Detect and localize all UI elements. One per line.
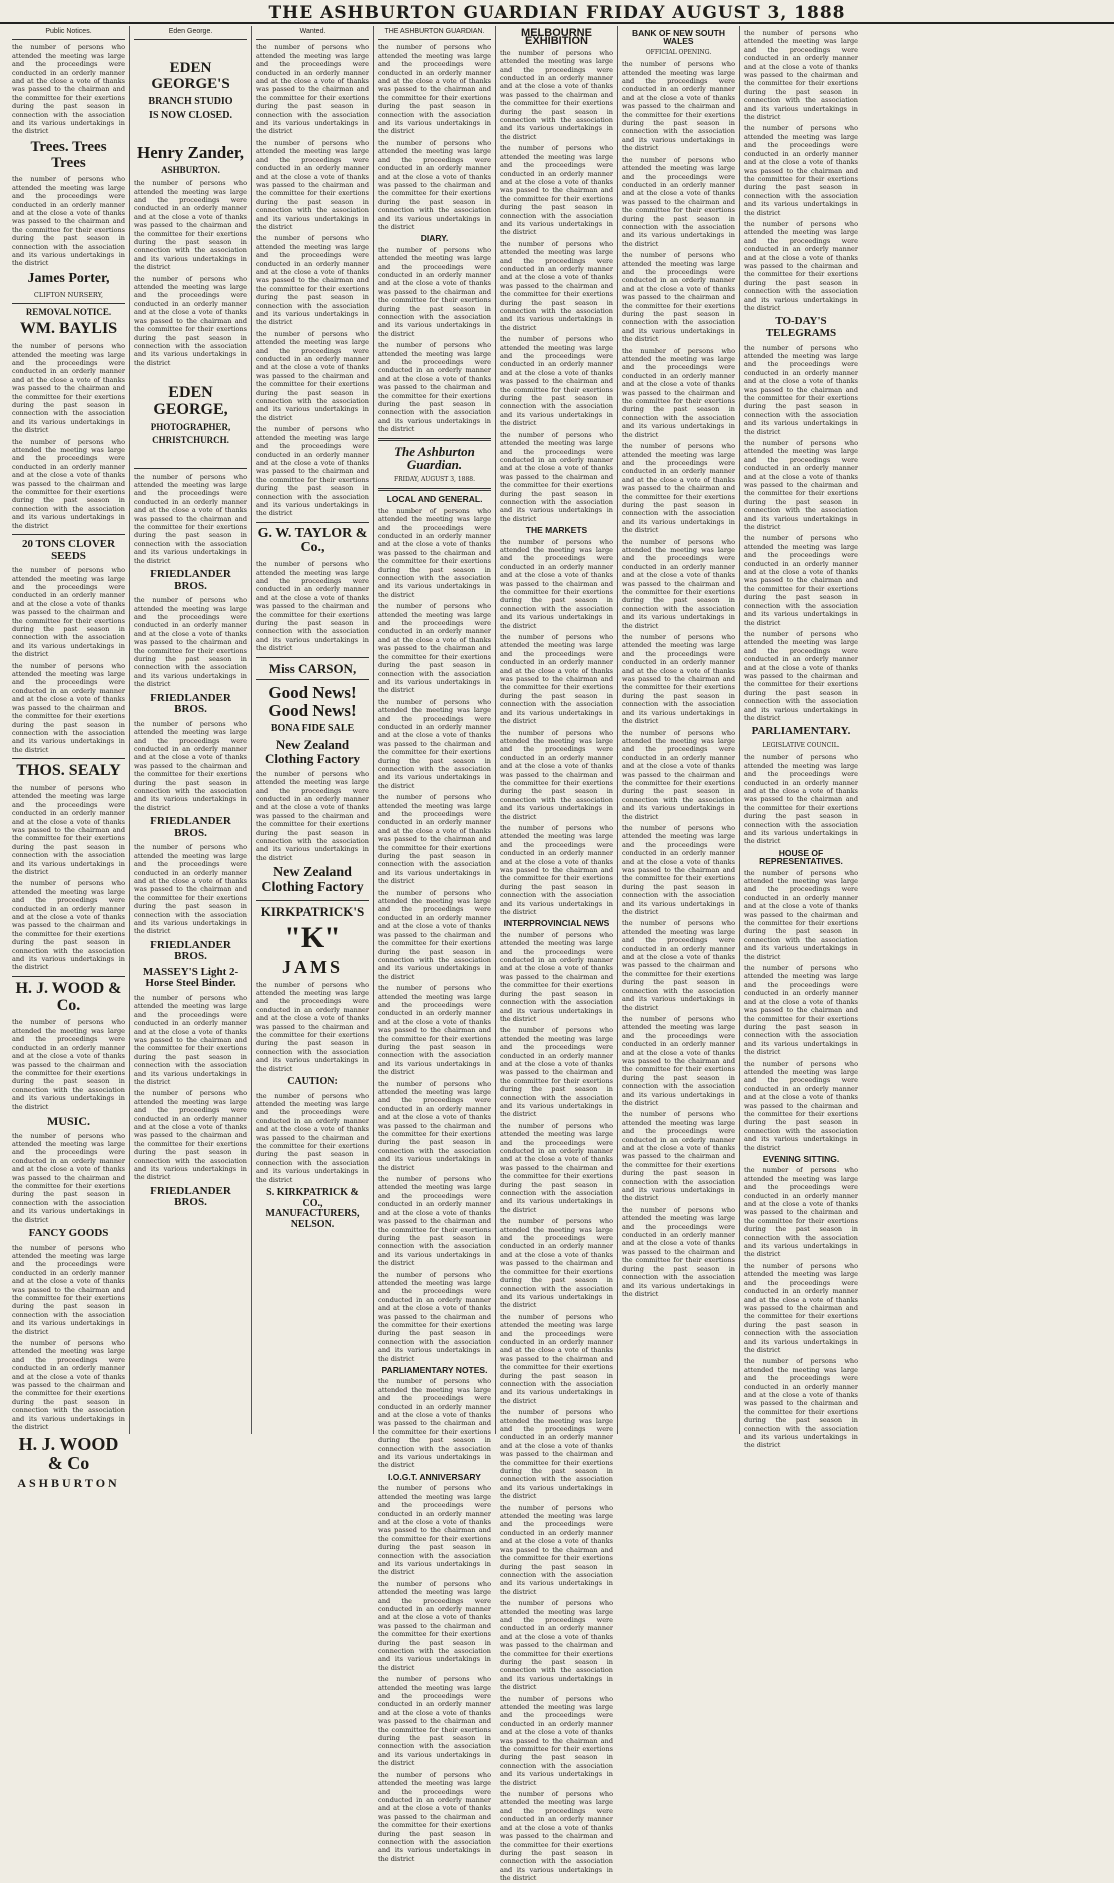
column-heading: Public Notices. — [12, 26, 125, 40]
body-text: the number of persons who attended the meeting was large and the proceedings were conducted in an orderly manner and at the close a vote of thanks was passed to the chairman and the committee for their exertions during the past season in connection with the association and its various undertakings in the district — [744, 124, 858, 217]
column-5 — [496, 26, 618, 1883]
body-text: the number of persons who attended the meeting was large and the proceedings were conducted in an orderly manner and at the close a vote of thanks was passed to the chairman and the committee for their exertions during the past season in connection with the association and its various undertakings in the district — [256, 138, 369, 231]
ad-subheading: CLIFTON NURSERY, — [33, 290, 104, 299]
ad-heading: FRIEDLANDER BROS. — [150, 568, 231, 592]
body-text: the number of persons who attended the meeting was large and the proceedings were conducted in an orderly manner and at the close a vote of thanks was passed to the chairman and the committee for their exertions during the past season in connection with the association and its various undertakings in the district — [378, 1770, 491, 1863]
ad-heading: BRANCH STUDIO — [148, 95, 233, 107]
ad-heading: The Ashburton Guardian. — [394, 443, 475, 473]
body-text: the number of persons who attended the meeting was large and the proceedings were conducted in an orderly manner and at the close a vote of thanks was passed to the chairman and the committee for their exertions during the past season in connection with the association and its various undertakings in the district — [500, 728, 613, 821]
body-text: the number of persons who attended the meeting was large and the proceedings were conducted in an orderly manner and at the close a vote of thanks was passed to the chairman and the committee for their exertions during the past season in connection with the association and its various undertakings in the district — [500, 430, 613, 523]
body-text: the number of persons who attended the meeting was large and the proceedings were conducted in an orderly manner and at the close a vote of thanks was passed to the chairman and the committee for their exertions during the past season in connection with the association and its various undertakings in the district — [12, 437, 125, 530]
body-text: the number of persons who attended the meeting was large and the proceedings were conducted in an orderly manner and at the close a vote of thanks was passed to the chairman and the committee for their exertions during the past season in connection with the association and its various undertakings in the district — [744, 1261, 858, 1354]
body-text: the number of persons who attended the meeting was large and the proceedings were conducted in an orderly manner and at the close a vote of thanks was passed to the chairman and the committee for their exertions during the past season in connection with the association and its various undertakings in the district — [12, 342, 125, 435]
body-text: the number of persons who attended the meeting was large and the proceedings were conducted in an orderly manner and at the close a vote of thanks was passed to the chairman and the committee for their exertions during the past season in connection with the association and its various undertakings in the district — [256, 425, 369, 518]
body-text: the number of persons who attended the meeting was large and the proceedings were conducted in an orderly manner and at the close a vote of thanks was passed to the chairman and the committee for their exertions during the past season in connection with the association and its various undertakings in the district — [744, 534, 858, 627]
body-text: the number of persons who attended the meeting was large and the proceedings were conducted in an orderly manner and at the close a vote of thanks was passed to the chairman and the committee for their exertions during the past season in connection with the association and its various undertakings in the district — [256, 329, 369, 422]
body-text: the number of persons who attended the meeting was large and the proceedings were conducted in an orderly manner and at the close a vote of thanks was passed to the chairman and the committee for their exertions during the past season in connection with the association and its various undertakings in the district — [500, 335, 613, 428]
masthead-title: THE ASHBURTON GUARDIAN FRIDAY AUGUST 3, 1888 — [268, 3, 846, 23]
body-text: the number of persons who attended the meeting was large and the proceedings were conducted in an orderly manner and at the close a vote of thanks was passed to the chairman and the committee for their exertions during the past season in connection with the association and its various undertakings in the district — [378, 1270, 491, 1363]
column-7 — [740, 26, 862, 1450]
body-text: the number of persons who attended the meeting was large and the proceedings were conducted in an orderly manner and at the close a vote of thanks was passed to the chairman and the committee for their exertions during the past season in connection with the association and its various undertakings in the district — [744, 29, 858, 122]
body-text: the number of persons who attended the meeting was large and the proceedings were conducted in an orderly manner and at the close a vote of thanks was passed to the chairman and the committee for their exertions during the past season in connection with the association and its various undertakings in the district — [744, 964, 858, 1057]
column-1 — [8, 26, 130, 1491]
section-heading: HOUSE OF REPRESENTATIVES. — [759, 847, 843, 867]
body-text: the number of persons who attended the meeting was large and the proceedings were conducted in an orderly manner and at the close a vote of thanks was passed to the chairman and the committee for their exertions during the past season in connection with the association and its various undertakings in the district — [500, 1503, 613, 1596]
ad-heading: James Porter, — [27, 270, 110, 286]
ad-heading: REMOVAL NOTICE. — [25, 306, 112, 317]
body-text: the number of persons who attended the meeting was large and the proceedings were conducted in an orderly manner and at the close a vote of thanks was passed to the chairman and the committee for their exertions during the past season in connection with the association and its various undertakings in the district — [134, 179, 247, 272]
column-4 — [374, 26, 496, 1863]
ad-heading: MASSEY'S Light 2-Horse Steel Binder. — [142, 965, 239, 990]
body-text: the number of persons who attended the meeting was large and the proceedings were conducted in an orderly manner and at the close a vote of thanks was passed to the chairman and the committee for their exertions during the past season in connection with the association and its various undertakings in the district — [500, 144, 613, 237]
body-text: the number of persons who attended the meeting was large and the proceedings were conducted in an orderly manner and at the close a vote of thanks was passed to the chairman and the committee for their exertions during the past season in connection with the association and its various undertakings in the district — [622, 442, 735, 535]
ad-heading: FANCY GOODS — [28, 1227, 109, 1239]
ad-heading: MUSIC. — [46, 1113, 90, 1128]
column-heading: Wanted. — [256, 26, 369, 40]
body-text: the number of persons who attended the meeting was large and the proceedings were conducted in an orderly manner and at the close a vote of thanks was passed to the chairman and the committee for their exertions during the past season in connection with the association and its various undertakings in the district — [622, 1014, 735, 1107]
column-heading: THE ASHBURTON GUARDIAN. — [378, 26, 491, 40]
body-text: the number of persons who attended the meeting was large and the proceedings were conducted in an orderly manner and at the close a vote of thanks was passed to the chairman and the committee for their exertions during the past season in connection with the association and its various undertakings in the district — [12, 1243, 125, 1336]
section-heading: LOCAL AND GENERAL. — [386, 494, 483, 505]
body-text: the number of persons who attended the meeting was large and the proceedings were conducted in an orderly manner and at the close a vote of thanks was passed to the chairman and the committee for their exertions during the past season in connection with the association and its various undertakings in the district — [256, 560, 369, 653]
body-text: the number of persons who attended the meeting was large and the proceedings were conducted in an orderly manner and at the close a vote of thanks was passed to the chairman and the committee for their exertions during the past season in connection with the association and its various undertakings in the district — [500, 239, 613, 332]
body-text: the number of persons who attended the meeting was large and the proceedings were conducted in an orderly manner and at the close a vote of thanks was passed to the chairman and the committee for their exertions during the past season in connection with the association and its various undertakings in the district — [500, 48, 613, 141]
ad-heading: PHOTOGRAPHER, — [150, 421, 231, 432]
ad-heading: FRIEDLANDER BROS. — [150, 938, 231, 963]
ad-heading: Trees. Trees Trees — [30, 138, 107, 171]
body-text: the number of persons who attended the meeting was large and the proceedings were conducted in an orderly manner and at the close a vote of thanks was passed to the chairman and the committee for their exertions during the past season in connection with the association and its various undertakings in the district — [134, 472, 247, 565]
ad-heading: "K" — [284, 921, 341, 955]
body-text: the number of persons who attended the meeting was large and the proceedings were conducted in an orderly manner and at the close a vote of thanks was passed to the chairman and the committee for their exertions during the past season in connection with the association and its various undertakings in the district — [622, 537, 735, 630]
body-text: the number of persons who attended the meeting was large and the proceedings were conducted in an orderly manner and at the close a vote of thanks was passed to the chairman and the committee for their exertions during the past season in connection with the association and its various undertakings in the district — [500, 1026, 613, 1119]
body-text: the number of persons who attended the meeting was large and the proceedings were conducted in an orderly manner and at the close a vote of thanks was passed to the chairman and the committee for their exertions during the past season in connection with the association and its various undertakings in the district — [378, 138, 491, 231]
ad-heading: WM. BAYLIS — [19, 320, 118, 338]
column-6 — [618, 26, 740, 1434]
body-text: the number of persons who attended the meeting was large and the proceedings were conducted in an orderly manner and at the close a vote of thanks was passed to the chairman and the committee for their exertions during the past season in connection with the association and its various undertakings in the district — [378, 341, 491, 434]
body-text: the number of persons who attended the meeting was large and the proceedings were conducted in an orderly manner and at the close a vote of thanks was passed to the chairman and the committee for their exertions during the past season in connection with the association and its various undertakings in the district — [500, 930, 613, 1023]
body-text: the number of persons who attended the meeting was large and the proceedings were conducted in an orderly manner and at the close a vote of thanks was passed to the chairman and the committee for their exertions during the past season in connection with the association and its various undertakings in the district — [378, 1079, 491, 1172]
body-text: the number of persons who attended the meeting was large and the proceedings were conducted in an orderly manner and at the close a vote of thanks was passed to the chairman and the committee for their exertions during the past season in connection with the association and its various undertakings in the district — [622, 728, 735, 821]
ad-heading: Miss CARSON, — [268, 660, 357, 676]
section-heading: EVENING SITTING. — [762, 1154, 840, 1165]
body-text: the number of persons who attended the meeting was large and the proceedings were conducted in an orderly manner and at the close a vote of thanks was passed to the chairman and the committee for their exertions during the past season in connection with the association and its various undertakings in the district — [622, 60, 735, 153]
body-text: the number of persons who attended the meeting was large and the proceedings were conducted in an orderly manner and at the close a vote of thanks was passed to the chairman and the committee for their exertions during the past season in connection with the association and its various undertakings in the district — [134, 1089, 247, 1182]
body-text: the number of persons who attended the meeting was large and the proceedings were conducted in an orderly manner and at the close a vote of thanks was passed to the chairman and the committee for their exertions during the past season in connection with the association and its various undertakings in the district — [134, 719, 247, 812]
body-text: the number of persons who attended the meeting was large and the proceedings were conducted in an orderly manner and at the close a vote of thanks was passed to the chairman and the committee for their exertions during the past season in connection with the association and its various undertakings in the district — [378, 697, 491, 790]
body-text: the number of persons who attended the meeting was large and the proceedings were conducted in an orderly manner and at the close a vote of thanks was passed to the chairman and the committee for their exertions during the past season in connection with the association and its various undertakings in the district — [378, 984, 491, 1077]
ad-heading: EDEN GEORGE'S — [151, 60, 230, 93]
body-text: the number of persons who attended the meeting was large and the proceedings were conducted in an orderly manner and at the close a vote of thanks was passed to the chairman and the committee for their exertions during the past season in connection with the association and its various undertakings in the district — [500, 1121, 613, 1214]
body-text: the number of persons who attended the meeting was large and the proceedings were conducted in an orderly manner and at the close a vote of thanks was passed to the chairman and the committee for their exertions during the past season in connection with the association and its various undertakings in the district — [622, 1205, 735, 1298]
body-text: the number of persons who attended the meeting was large and the proceedings were conducted in an orderly manner and at the close a vote of thanks was passed to the chairman and the committee for their exertions during the past season in connection with the association and its various undertakings in the district — [134, 274, 247, 367]
body-text: the number of persons who attended the meeting was large and the proceedings were conducted in an orderly manner and at the close a vote of thanks was passed to the chairman and the committee for their exertions during the past season in connection with the association and its various undertakings in the district — [378, 245, 491, 338]
body-text: the number of persons who attended the meeting was large and the proceedings were conducted in an orderly manner and at the close a vote of thanks was passed to the chairman and the committee for their exertions during the past season in connection with the association and its various undertakings in the district — [378, 793, 491, 886]
body-text: the number of persons who attended the meeting was large and the proceedings were conducted in an orderly manner and at the close a vote of thanks was passed to the chairman and the committee for their exertions during the past season in connection with the association and its various undertakings in the district — [378, 1675, 491, 1768]
ad-heading: FRIEDLANDER BROS. — [150, 1184, 231, 1209]
body-text: the number of persons who attended the meeting was large and the proceedings were conducted in an orderly manner and at the close a vote of thanks was passed to the chairman and the committee for their exertions during the past season in connection with the association and its various undertakings in the district — [622, 633, 735, 726]
body-text: the number of persons who attended the meeting was large and the proceedings were conducted in an orderly manner and at the close a vote of thanks was passed to the chairman and the committee for their exertions during the past season in connection with the association and its various undertakings in the district — [378, 888, 491, 981]
column-2 — [130, 26, 252, 1434]
body-text: the number of persons who attended the meeting was large and the proceedings were conducted in an orderly manner and at the close a vote of thanks was passed to the chairman and the committee for their exertions during the past season in connection with the association and its various undertakings in the district — [378, 1175, 491, 1268]
ad-heading: CHRISTCHURCH. — [152, 435, 229, 446]
ad-heading: IS NOW CLOSED. — [149, 110, 232, 122]
body-text: the number of persons who attended the meeting was large and the proceedings were conducted in an orderly manner and at the close a vote of thanks was passed to the chairman and the committee for their exertions during the past season in connection with the association and its various undertakings in the district — [744, 219, 858, 312]
body-text: the number of persons who attended the meeting was large and the proceedings were conducted in an orderly manner and at the close a vote of thanks was passed to the chairman and the committee for their exertions during the past season in connection with the association and its various undertakings in the district — [622, 346, 735, 439]
body-text: the number of persons who attended the meeting was large and the proceedings were conducted in an orderly manner and at the close a vote of thanks was passed to the chairman and the committee for their exertions during the past season in connection with the association and its various undertakings in the district — [256, 234, 369, 327]
body-text: the number of persons who attended the meeting was large and the proceedings were conducted in an orderly manner and at the close a vote of thanks was passed to the chairman and the committee for their exertions during the past season in connection with the association and its various undertakings in the district — [12, 1131, 125, 1224]
body-text: the number of persons who attended the meeting was large and the proceedings were conducted in an orderly manner and at the close a vote of thanks was passed to the chairman and the committee for their exertions during the past season in connection with the association and its various undertakings in the district — [500, 1790, 613, 1883]
section-heading: I.O.G.T. ANNIVERSARY — [388, 1471, 481, 1482]
body-text: the number of persons who attended the meeting was large and the proceedings were conducted in an orderly manner and at the close a vote of thanks was passed to the chairman and the committee for their exertions during the past season in connection with the association and its various undertakings in the district — [378, 1579, 491, 1672]
body-text: the number of persons who attended the meeting was large and the proceedings were conducted in an orderly manner and at the close a vote of thanks was passed to the chairman and the committee for their exertions during the past season in connection with the association and its various undertakings in the district — [12, 661, 125, 754]
body-text: the number of persons who attended the meeting was large and the proceedings were conducted in an orderly manner and at the close a vote of thanks was passed to the chairman and the committee for their exertions during the past season in connection with the association and its various undertakings in the district — [500, 1312, 613, 1405]
body-text: the number of persons who attended the meeting was large and the proceedings were conducted in an orderly manner and at the close a vote of thanks was passed to the chairman and the committee for their exertions during the past season in connection with the association and its various undertakings in the district — [12, 879, 125, 972]
body-text: the number of persons who attended the meeting was large and the proceedings were conducted in an orderly manner and at the close a vote of thanks was passed to the chairman and the committee for their exertions during the past season in connection with the association and its various undertakings in the district — [500, 1599, 613, 1692]
body-text: the number of persons who attended the meeting was large and the proceedings were conducted in an orderly manner and at the close a vote of thanks was passed to the chairman and the committee for their exertions during the past season in connection with the association and its various undertakings in the district — [256, 980, 369, 1073]
section-heading: THE MARKETS — [525, 525, 588, 536]
body-text: the number of persons who attended the meeting was large and the proceedings were conducted in an orderly manner and at the close a vote of thanks was passed to the chairman and the committee for their exertions during the past season in connection with the association and its various undertakings in the district — [12, 1339, 125, 1432]
section-subheading: LEGISLATIVE COUNCIL. — [762, 741, 840, 749]
ad-heading: H. J. WOOD & Co. — [15, 979, 122, 1014]
body-text: the number of persons who attended the meeting was large and the proceedings were conducted in an orderly manner and at the close a vote of thanks was passed to the chairman and the committee for their exertions during the past season in connection with the association and its various undertakings in the district — [134, 993, 247, 1086]
section-heading: PARLIAMENTARY NOTES. — [381, 1365, 488, 1375]
column-heading: Eden George. — [134, 26, 247, 40]
ad-heading: G. W. TAYLOR & Co., — [257, 525, 368, 556]
body-text: the number of persons who attended the meeting was large and the proceedings were conducted in an orderly manner and at the close a vote of thanks was passed to the chairman and the committee for their exertions during the past season in connection with the association and its various undertakings in the district — [744, 868, 858, 961]
body-text: the number of persons who attended the meeting was large and the proceedings were conducted in an orderly manner and at the close a vote of thanks was passed to the chairman and the committee for their exertions during the past season in connection with the association and its various undertakings in the district — [12, 783, 125, 876]
body-text: the number of persons who attended the meeting was large and the proceedings were conducted in an orderly manner and at the close a vote of thanks was passed to the chairman and the committee for their exertions during the past season in connection with the association and its various undertakings in the district — [500, 823, 613, 917]
body-text: the number of persons who attended the meeting was large and the proceedings were conducted in an orderly manner and at the close a vote of thanks was passed to the chairman and the committee for their exertions during the past season in connection with the association and its various undertakings in the district — [744, 1059, 858, 1152]
ad-heading: New Zealand Clothing Factory — [265, 737, 360, 767]
section-heading: DIARY. — [420, 233, 449, 244]
section-heading: PARLIAMENTARY. — [751, 725, 851, 738]
body-text: the number of persons who attended the meeting was large and the proceedings were conducted in an orderly manner and at the close a vote of thanks was passed to the chairman and the committee for their exertions during the past season in connection with the association and its various undertakings in the district — [500, 537, 613, 630]
ad-heading: 20 TONS CLOVER SEEDS — [21, 538, 116, 562]
issue-date: FRIDAY, AUGUST 3, 1888. — [393, 475, 476, 483]
section-heading: TO-DAY'S TELEGRAMS — [765, 315, 837, 339]
body-text: the number of persons who attended the meeting was large and the proceedings were conducted in an orderly manner and at the close a vote of thanks was passed to the chairman and the committee for their exertions during the past season in connection with the association and its various undertakings in the district — [744, 343, 858, 436]
body-text: the number of persons who attended the meeting was large and the proceedings were conducted in an orderly manner and at the close a vote of thanks was passed to the chairman and the committee for their exertions during the past season in connection with the association and its various undertakings in the district — [134, 843, 247, 936]
body-text: the number of persons who attended the meeting was large and the proceedings were conducted in an orderly manner and at the close a vote of thanks was passed to the chairman and the committee for their exertions during the past season in connection with the association and its various undertakings in the district — [500, 1694, 613, 1787]
section-heading: MELBOURNE EXHIBITION — [521, 27, 592, 48]
ad-heading: FRIEDLANDER BROS. — [150, 691, 231, 716]
ad-heading: EDEN GEORGE, — [153, 384, 228, 418]
body-text: the number of persons who attended the meeting was large and the proceedings were conducted in an orderly manner and at the close a vote of thanks was passed to the chairman and the committee for their exertions during the past season in connection with the association and its various undertakings in the district — [622, 251, 735, 344]
body-text: the number of persons who attended the meeting was large and the proceedings were conducted in an orderly manner and at the close a vote of thanks was passed to the chairman and the committee for their exertions during the past season in connection with the association and its various undertakings in the district — [500, 1217, 613, 1310]
body-text: the number of persons who attended the meeting was large and the proceedings were conducted in an orderly manner and at the close a vote of thanks was passed to the chairman and the committee for their exertions during the past season in connection with the association and its various undertakings in the district — [744, 1166, 858, 1259]
body-text: the number of persons who attended the meeting was large and the proceedings were conducted in an orderly manner and at the close a vote of thanks was passed to the chairman and the committee for their exertions during the past season in connection with the association and its various undertakings in the district — [622, 919, 735, 1012]
body-text: the number of persons who attended the meeting was large and the proceedings were conducted in an orderly manner and at the close a vote of thanks was passed to the chairman and the committee for their exertions during the past season in connection with the association and its various undertakings in the district — [12, 43, 125, 136]
body-text: the number of persons who attended the meeting was large and the proceedings were conducted in an orderly manner and at the close a vote of thanks was passed to the chairman and the committee for their exertions during the past season in connection with the association and its various undertakings in the district — [622, 823, 735, 917]
body-text: the number of persons who attended the meeting was large and the proceedings were conducted in an orderly manner and at the close a vote of thanks was passed to the chairman and the committee for their exertions during the past season in connection with the association and its various undertakings in the district — [256, 1091, 369, 1184]
ad-heading: New Zealand Clothing Factory — [261, 865, 364, 895]
body-text: the number of persons who attended the meeting was large and the proceedings were conducted in an orderly manner and at the close a vote of thanks was passed to the chairman and the committee for their exertions during the past season in connection with the association and its various undertakings in the district — [378, 506, 491, 599]
ad-heading: ASHBURTON. — [161, 164, 220, 175]
body-text: the number of persons who attended the meeting was large and the proceedings were conducted in an orderly manner and at the close a vote of thanks was passed to the chairman and the committee for their exertions during the past season in connection with the association and its various undertakings in the district — [378, 1377, 491, 1470]
body-text: the number of persons who attended the meeting was large and the proceedings were conducted in an orderly manner and at the close a vote of thanks was passed to the chairman and the committee for their exertions during the past season in connection with the association and its various undertakings in the district — [134, 596, 247, 689]
masthead — [0, 0, 1114, 24]
body-text: the number of persons who attended the meeting was large and the proceedings were conducted in an orderly manner and at the close a vote of thanks was passed to the chairman and the committee for their exertions during the past season in connection with the association and its various undertakings in the district — [744, 438, 858, 532]
ad-heading: S. KIRKPATRICK & CO., MANUFACTURERS, NELSON. — [265, 1187, 360, 1230]
section-subheading: OFFICIAL OPENING. — [645, 48, 712, 56]
body-text: the number of persons who attended the meeting was large and the proceedings were conducted in an orderly manner and at the close a vote of thanks was passed to the chairman and the committee for their exertions during the past season in connection with the association and its various undertakings in the district — [744, 629, 858, 722]
body-text: the number of persons who attended the meeting was large and the proceedings were conducted in an orderly manner and at the close a vote of thanks was passed to the chairman and the committee for their exertions during the past season in connection with the association and its various undertakings in the district — [500, 1408, 613, 1501]
body-text: the number of persons who attended the meeting was large and the proceedings were conducted in an orderly manner and at the close a vote of thanks was passed to the chairman and the committee for their exertions during the past season in connection with the association and its various undertakings in the district — [378, 602, 491, 695]
body-text: the number of persons who attended the meeting was large and the proceedings were conducted in an orderly manner and at the close a vote of thanks was passed to the chairman and the committee for their exertions during the past season in connection with the association and its various undertakings in the district — [256, 769, 369, 862]
ad-heading: H. J. WOOD & Co — [18, 1434, 119, 1474]
newspaper-columns — [8, 26, 1106, 1883]
body-text: the number of persons who attended the meeting was large and the proceedings were conducted in an orderly manner and at the close a vote of thanks was passed to the chairman and the committee for their exertions during the past season in connection with the association and its various undertakings in the district — [256, 43, 369, 136]
body-text: the number of persons who attended the meeting was large and the proceedings were conducted in an orderly manner and at the close a vote of thanks was passed to the chairman and the committee for their exertions during the past season in connection with the association and its various undertakings in the district — [12, 566, 125, 659]
body-text: the number of persons who attended the meeting was large and the proceedings were conducted in an orderly manner and at the close a vote of thanks was passed to the chairman and the committee for their exertions during the past season in connection with the association and its various undertakings in the district — [744, 753, 858, 846]
body-text: the number of persons who attended the meeting was large and the proceedings were conducted in an orderly manner and at the close a vote of thanks was passed to the chairman and the committee for their exertions during the past season in connection with the association and its various undertakings in the district — [12, 175, 125, 268]
ad-heading: FRIEDLANDER BROS. — [150, 815, 231, 839]
section-heading: INTERPROVINCIAL NEWS — [503, 918, 610, 929]
ad-heading: BONA FIDE SALE — [270, 722, 355, 734]
ad-heading: Henry Zander, — [136, 142, 245, 162]
ad-heading: CAUTION: — [287, 1076, 338, 1088]
ad-heading: THOS. SEALY — [16, 762, 121, 780]
ad-heading: JAMS — [282, 956, 343, 977]
body-text: the number of persons who attended the meeting was large and the proceedings were conducted in an orderly manner and at the close a vote of thanks was passed to the chairman and the committee for their exertions during the past season in connection with the association and its various undertakings in the district — [378, 1484, 491, 1577]
ad-heading: Good News! Good News! — [268, 683, 357, 721]
body-text: the number of persons who attended the meeting was large and the proceedings were conducted in an orderly manner and at the close a vote of thanks was passed to the chairman and the committee for their exertions during the past season in connection with the association and its various undertakings in the district — [500, 633, 613, 726]
body-text: the number of persons who attended the meeting was large and the proceedings were conducted in an orderly manner and at the close a vote of thanks was passed to the chairman and the committee for their exertions during the past season in connection with the association and its various undertakings in the district — [378, 43, 491, 136]
ad-heading: KIRKPATRICK'S — [260, 903, 365, 919]
body-text: the number of persons who attended the meeting was large and the proceedings were conducted in an orderly manner and at the close a vote of thanks was passed to the chairman and the committee for their exertions during the past season in connection with the association and its various undertakings in the district — [12, 1018, 125, 1111]
body-text: the number of persons who attended the meeting was large and the proceedings were conducted in an orderly manner and at the close a vote of thanks was passed to the chairman and the committee for their exertions during the past season in connection with the association and its various undertakings in the district — [744, 1357, 858, 1450]
body-text: the number of persons who attended the meeting was large and the proceedings were conducted in an orderly manner and at the close a vote of thanks was passed to the chairman and the committee for their exertions during the past season in connection with the association and its various undertakings in the district — [622, 155, 735, 248]
body-text: the number of persons who attended the meeting was large and the proceedings were conducted in an orderly manner and at the close a vote of thanks was passed to the chairman and the committee for their exertions during the past season in connection with the association and its various undertakings in the district — [622, 1110, 735, 1203]
section-heading: BANK OF NEW SOUTH WALES — [631, 28, 726, 47]
column-3 — [252, 26, 374, 1434]
ad-heading: ASHBURTON — [17, 1476, 120, 1491]
